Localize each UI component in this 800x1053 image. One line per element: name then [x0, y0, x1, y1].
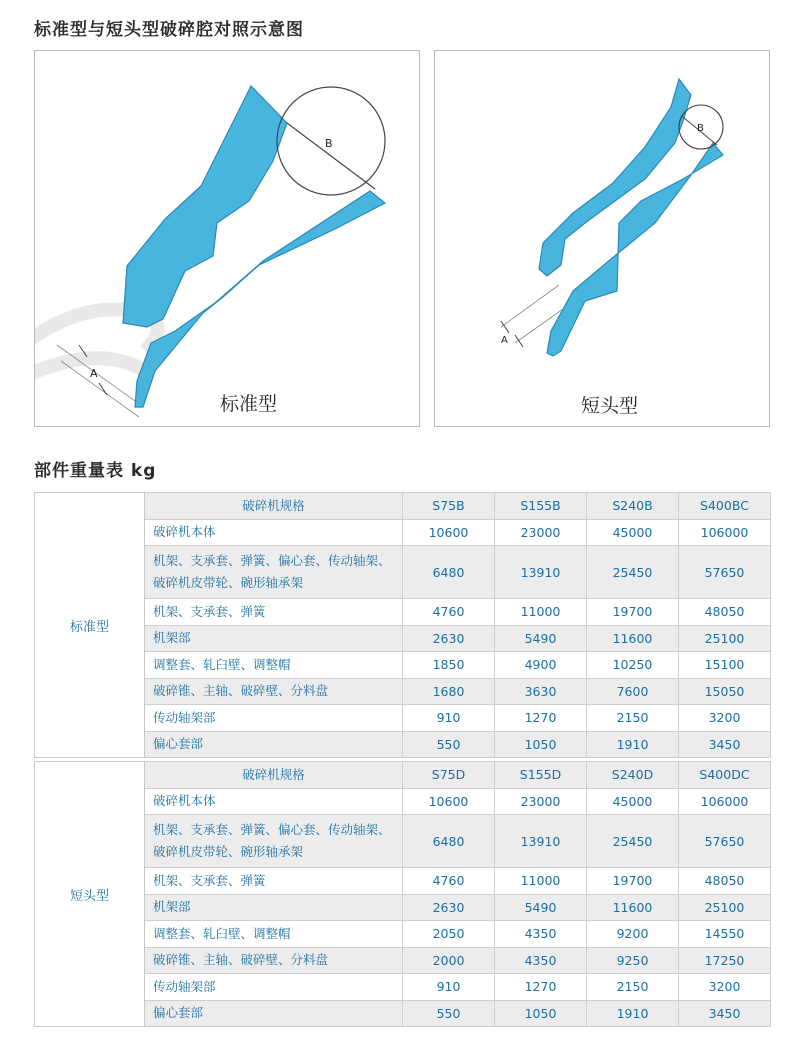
cell-value: 17250: [679, 947, 771, 974]
cell-value: 2630: [403, 894, 495, 921]
row-label: 机架、支承套、弹簧、偏心套、传动轴架、破碎机皮带轮、碗形轴承架: [145, 546, 403, 599]
row-label: 偏心套部: [145, 1000, 403, 1027]
table-row: [35, 678, 771, 705]
cell-value: 19700: [587, 599, 679, 626]
dimension-b-label: B: [697, 123, 704, 134]
cell-value: S240B: [587, 493, 679, 520]
cell-value: 3200: [679, 974, 771, 1001]
cell-value: 45000: [587, 788, 679, 815]
cell-value: 15050: [679, 678, 771, 705]
row-label: 调整套、轧臼壁、调整帽: [145, 652, 403, 679]
row-label: 破碎机本体: [145, 788, 403, 815]
cell-value: S155D: [495, 762, 587, 789]
row-label: 破碎锥、主轴、破碎壁、分料盘: [145, 678, 403, 705]
cell-value: 1850: [403, 652, 495, 679]
cell-value: 14550: [679, 921, 771, 948]
cell-value: 4350: [495, 947, 587, 974]
short-head-cavity-panel: [434, 50, 770, 427]
short-head-cavity-diagram: [435, 51, 769, 426]
cell-value: 10600: [403, 519, 495, 546]
row-label: 破碎锥、主轴、破碎壁、分料盘: [145, 947, 403, 974]
table-row: [35, 762, 771, 789]
row-label: 偏心套部: [145, 731, 403, 758]
table-row: [35, 625, 771, 652]
cell-value: 4760: [403, 599, 495, 626]
cell-value: 4900: [495, 652, 587, 679]
row-label: 传动轴架部: [145, 705, 403, 732]
cell-value: 23000: [495, 519, 587, 546]
cell-value: 25450: [587, 815, 679, 868]
diagram-title: 标准型与短头型破碎腔对照示意图: [34, 20, 304, 40]
cell-value: 48050: [679, 599, 771, 626]
cell-value: 1680: [403, 678, 495, 705]
cell-value: 19700: [587, 868, 679, 895]
standard-cavity-diagram: [35, 51, 419, 426]
cell-value: 7600: [587, 678, 679, 705]
cell-value: 1910: [587, 1000, 679, 1027]
cell-value: 3200: [679, 705, 771, 732]
cell-value: 45000: [587, 519, 679, 546]
cell-value: 23000: [495, 788, 587, 815]
cell-value: 550: [403, 731, 495, 758]
cell-value: 2150: [587, 705, 679, 732]
cell-value: 9200: [587, 921, 679, 948]
table-row: [35, 815, 771, 868]
standard-caption: 标准型: [220, 393, 278, 415]
cell-value: S155B: [495, 493, 587, 520]
concave-liner: [123, 86, 287, 327]
cell-value: 106000: [679, 788, 771, 815]
cell-value: 2050: [403, 921, 495, 948]
table-row: [35, 705, 771, 732]
cell-value: 25450: [587, 546, 679, 599]
cell-value: 5490: [495, 894, 587, 921]
cell-value: S75B: [403, 493, 495, 520]
cell-value: 11600: [587, 625, 679, 652]
row-label: 传动轴架部: [145, 974, 403, 1001]
table-row: [35, 921, 771, 948]
group-label: 短头型: [35, 762, 145, 1027]
standard-cavity-panel: [34, 50, 420, 427]
dimension-b-line: [287, 123, 375, 189]
cell-value: 3450: [679, 1000, 771, 1027]
cell-value: 13910: [495, 815, 587, 868]
cell-value: 6480: [403, 815, 495, 868]
row-label: 破碎机规格: [145, 493, 403, 520]
row-label: 破碎机本体: [145, 519, 403, 546]
table-row: [35, 1000, 771, 1027]
short-head-caption: 短头型: [581, 395, 639, 417]
cell-value: 11000: [495, 868, 587, 895]
short-head-weights-table: [34, 761, 771, 1027]
row-label: 机架部: [145, 894, 403, 921]
cell-value: 2150: [587, 974, 679, 1001]
cell-value: 3630: [495, 678, 587, 705]
table-row: [35, 894, 771, 921]
cell-value: 910: [403, 974, 495, 1001]
cell-value: 15100: [679, 652, 771, 679]
table-row: [35, 599, 771, 626]
weights-title: 部件重量表 kg: [34, 461, 157, 481]
table-row: [35, 974, 771, 1001]
row-label: 机架、支承套、弹簧、偏心套、传动轴架、破碎机皮带轮、碗形轴承架: [145, 815, 403, 868]
table-row: [35, 493, 771, 520]
cell-value: 3450: [679, 731, 771, 758]
cell-value: 57650: [679, 815, 771, 868]
table-row: [35, 788, 771, 815]
cell-value: S400DC: [679, 762, 771, 789]
cell-value: 1050: [495, 1000, 587, 1027]
cell-value: 57650: [679, 546, 771, 599]
cell-value: 10250: [587, 652, 679, 679]
standard-weights-table: [34, 492, 771, 758]
concave-liner: [539, 79, 691, 276]
cell-value: 6480: [403, 546, 495, 599]
cell-value: 4350: [495, 921, 587, 948]
dimension-a-label: A: [90, 367, 98, 380]
cell-value: 13910: [495, 546, 587, 599]
cell-value: S75D: [403, 762, 495, 789]
cell-value: 10600: [403, 788, 495, 815]
cell-value: 550: [403, 1000, 495, 1027]
cell-value: 25100: [679, 894, 771, 921]
cell-value: 910: [403, 705, 495, 732]
row-label: 机架部: [145, 625, 403, 652]
table-row: [35, 652, 771, 679]
cell-value: 11000: [495, 599, 587, 626]
cell-value: 1910: [587, 731, 679, 758]
table-row: [35, 947, 771, 974]
cell-value: 106000: [679, 519, 771, 546]
row-label: 调整套、轧臼壁、调整帽: [145, 921, 403, 948]
cell-value: 1050: [495, 731, 587, 758]
cell-value: 2630: [403, 625, 495, 652]
cell-value: 25100: [679, 625, 771, 652]
cell-value: 4760: [403, 868, 495, 895]
cell-value: 9250: [587, 947, 679, 974]
table-row: [35, 731, 771, 758]
cell-value: 2000: [403, 947, 495, 974]
table-row: [35, 868, 771, 895]
table-row: [35, 519, 771, 546]
cell-value: 1270: [495, 705, 587, 732]
table-row: [35, 546, 771, 599]
cell-value: 11600: [587, 894, 679, 921]
dimension-b-label: B: [325, 137, 333, 150]
cell-value: S400BC: [679, 493, 771, 520]
dimension-a-label: A: [501, 335, 508, 346]
cell-value: S240D: [587, 762, 679, 789]
cell-value: 5490: [495, 625, 587, 652]
cell-value: 48050: [679, 868, 771, 895]
row-label: 破碎机规格: [145, 762, 403, 789]
cell-value: 1270: [495, 974, 587, 1001]
group-label: 标准型: [35, 493, 145, 758]
row-label: 机架、支承套、弹簧: [145, 868, 403, 895]
row-label: 机架、支承套、弹簧: [145, 599, 403, 626]
